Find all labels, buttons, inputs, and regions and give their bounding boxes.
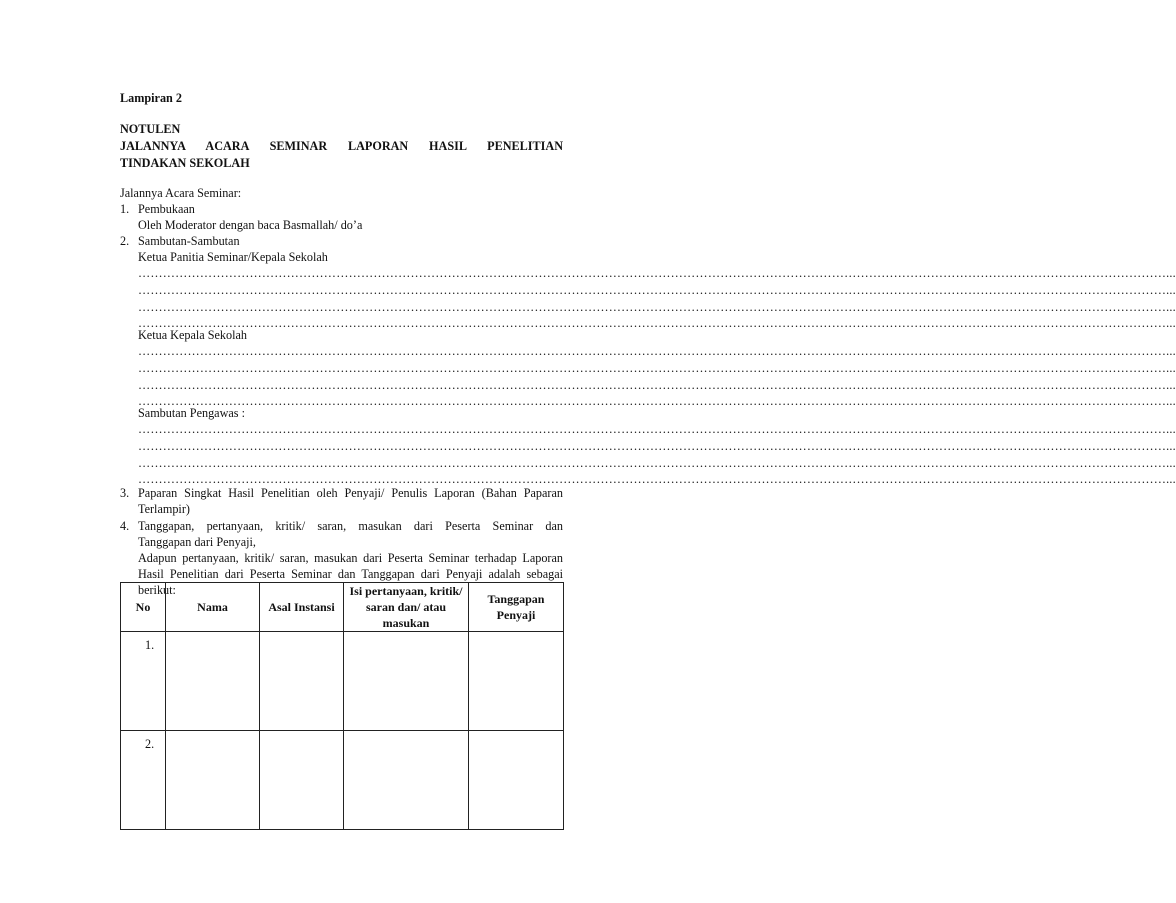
feedback-table <box>120 582 564 830</box>
table-header-row <box>121 583 564 632</box>
item-2-subheading-kepala-sekolah: Ketua Kepala Sekolah <box>138 328 247 342</box>
tanggapan-penyaji-cell <box>469 632 564 731</box>
asal-instansi-cell <box>260 632 344 731</box>
dotted-line: ……………………………………………………………………………………………………………………………………………………………………………………………………………………………... <box>138 316 1176 330</box>
item-2-number: 2. <box>120 234 130 248</box>
table-row <box>121 731 564 830</box>
item-3-line-1: Paparan Singkat Hasil Penelitian oleh Penyaji/ Penulis Laporan (Bahan Paparan <box>138 486 563 500</box>
column-header-tanggapan-penyaji: Tanggapan Penyaji <box>469 583 564 632</box>
item-4-line-3: Adapun pertanyaan, kritik/ saran, masukan dari Peserta Seminar terhadap Laporan <box>138 551 563 565</box>
row-number-cell: 1. <box>121 632 166 731</box>
column-header-asal-instansi: Asal Instansi <box>260 583 344 632</box>
column-header-isi-pertanyaan: Isi pertanyaan, kritik/ saran dan/ atau masukan <box>344 583 469 632</box>
dotted-line: ……………………………………………………………………………………………………………………………………………………………………………………………………………………………... <box>138 439 1176 453</box>
isi-pertanyaan-cell <box>344 731 469 830</box>
dotted-line: ……………………………………………………………………………………………………………………………………………………………………………………………………………………………... <box>138 300 1176 314</box>
item-2-subheading-pengawas: Sambutan Pengawas : <box>138 406 245 420</box>
item-2-subheading-panitia: Ketua Panitia Seminar/Kepala Sekolah <box>138 250 328 264</box>
item-1-title: Pembukaan <box>138 202 195 216</box>
dotted-line: ……………………………………………………………………………………………………………………………………………………………………………………………………………………………... <box>138 422 1176 436</box>
nama-cell <box>166 731 260 830</box>
intro-text: Jalannya Acara Seminar: <box>120 186 242 200</box>
item-4-line-4: Hasil Penelitian dari Peserta Seminar dan Tanggapan dari Penyaji adalah sebagai <box>138 567 563 581</box>
item-1-number: 1. <box>120 202 130 216</box>
item-4-number: 4. <box>120 519 130 533</box>
column-header-no: No <box>121 583 166 632</box>
dotted-line: ……………………………………………………………………………………………………………………………………………………………………………………………………………………………... <box>138 266 1176 280</box>
asal-instansi-cell <box>260 731 344 830</box>
tanggapan-penyaji-cell <box>469 731 564 830</box>
item-4-line-5: berikut: <box>138 583 176 597</box>
dotted-line: ……………………………………………………………………………………………………………………………………………………………………………………………………………………………... <box>138 283 1176 297</box>
dotted-line: ……………………………………………………………………………………………………………………………………………………………………………………………………………………………... <box>138 378 1176 392</box>
row-number-cell: 2. <box>121 731 166 830</box>
table-row <box>121 632 564 731</box>
item-2-title: Sambutan-Sambutan <box>138 234 240 248</box>
isi-pertanyaan-cell <box>344 632 469 731</box>
dotted-line: ……………………………………………………………………………………………………………………………………………………………………………………………………………………………... <box>138 361 1176 375</box>
dotted-line: ……………………………………………………………………………………………………………………………………………………………………………………………………………………………... <box>138 344 1176 358</box>
dotted-line: ……………………………………………………………………………………………………………………………………………………………………………………………………………………………... <box>138 394 1176 408</box>
title-line-2: JALANNYA ACARA SEMINAR LAPORAN HASIL PENELITIAN <box>120 139 563 153</box>
item-1-text: Oleh Moderator dengan baca Basmallah/ do’a <box>138 218 363 232</box>
dotted-line: ……………………………………………………………………………………………………………………………………………………………………………………………………………………………... <box>138 456 1176 470</box>
column-header-nama: Nama <box>166 583 260 632</box>
dotted-line: ……………………………………………………………………………………………………………………………………………………………………………………………………………………………... <box>138 472 1176 486</box>
attachment-label: Lampiran 2 <box>120 91 182 105</box>
title-line-1: NOTULEN <box>120 122 181 136</box>
title-line-3: TINDAKAN SEKOLAH <box>120 156 250 170</box>
item-4-line-2: Tanggapan dari Penyaji, <box>138 535 256 549</box>
nama-cell <box>166 632 260 731</box>
item-3-line-2: Terlampir) <box>138 502 190 516</box>
item-3-number: 3. <box>120 486 130 500</box>
item-4-line-1: Tanggapan, pertanyaan, kritik/ saran, masukan dari Peserta Seminar dan <box>138 519 563 533</box>
